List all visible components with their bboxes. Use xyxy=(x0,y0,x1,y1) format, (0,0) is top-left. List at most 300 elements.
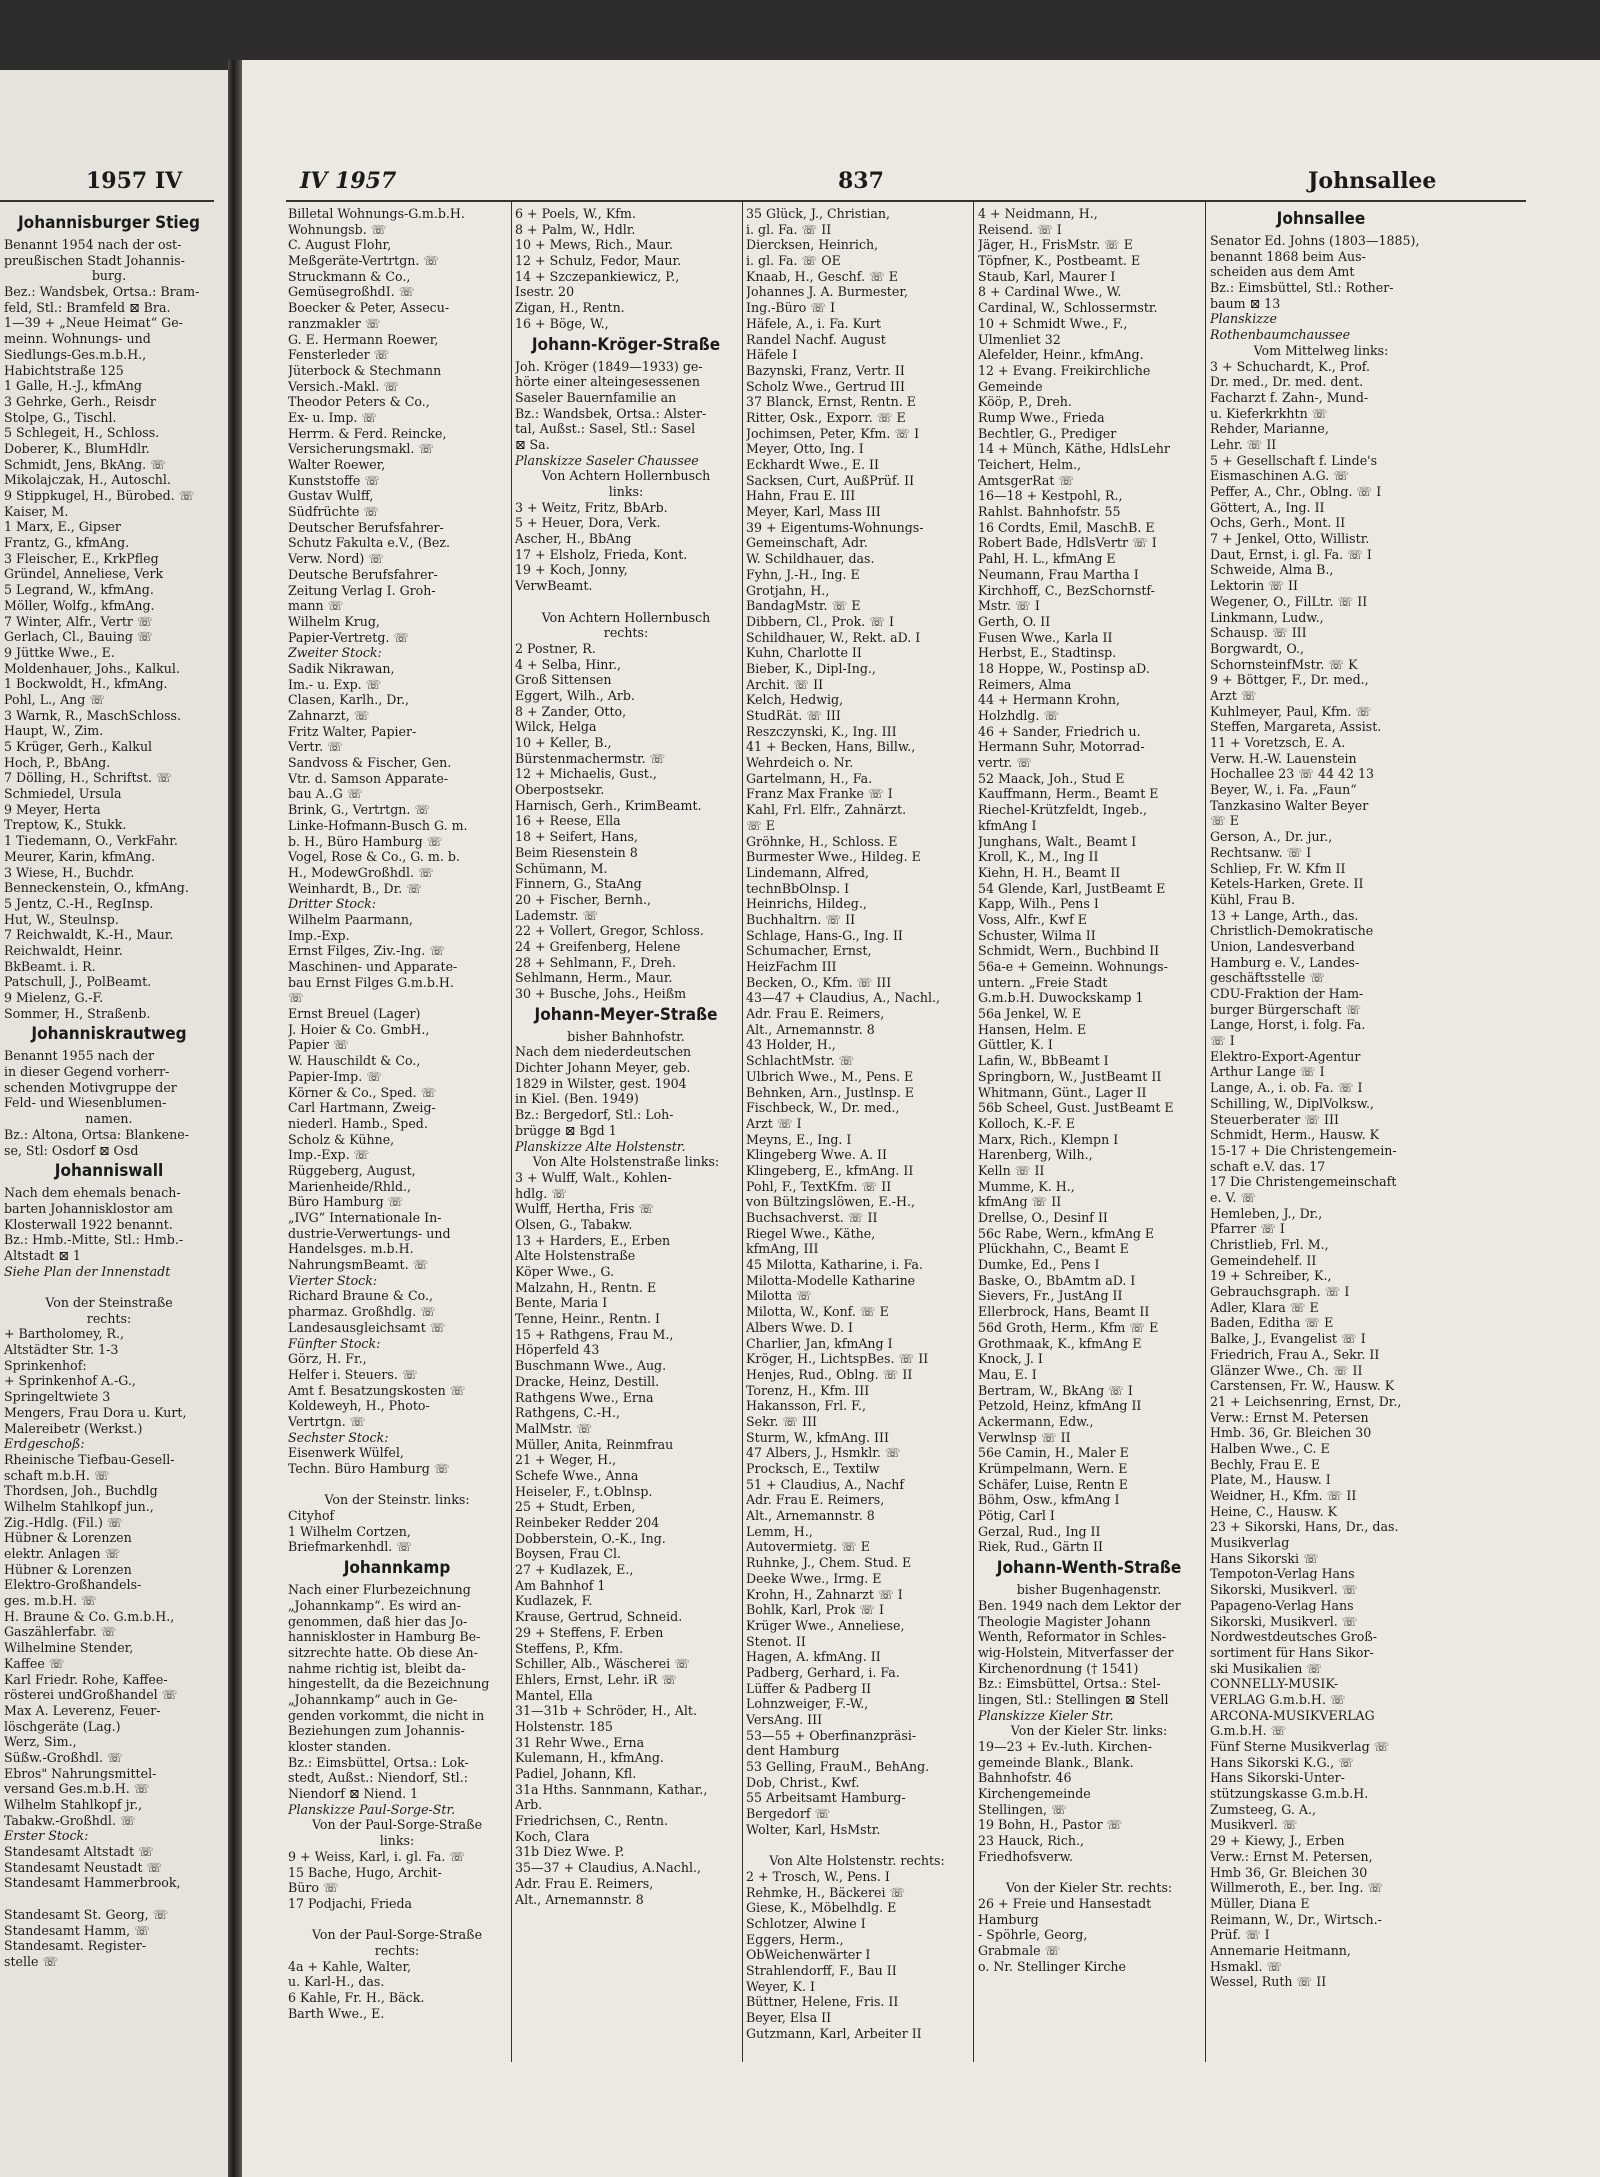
directory-entry: Springborn, W., JustBeamt II xyxy=(978,1068,1162,1084)
directory-entry: Altstadt ⊠ 1 xyxy=(4,1247,81,1263)
directory-entry: 15 + Rathgens, Frau M., xyxy=(515,1326,674,1342)
directory-entry: Von Alte Holstenstr. rechts: xyxy=(769,1853,945,1869)
directory-entry: bisher Bahnhofstr. xyxy=(567,1028,685,1044)
directory-entry: links: xyxy=(379,1833,415,1849)
section-note: Zweiter Stock: xyxy=(288,645,382,661)
directory-entry: Meyns, E., Ing. I xyxy=(746,1131,852,1147)
section-note: Siehe Plan der Innenstadt xyxy=(4,1263,171,1279)
directory-entry: Standesamt Hammerbrook, xyxy=(4,1875,181,1891)
directory-entry: Koch, Clara xyxy=(515,1828,590,1844)
directory-entry: Herbst, E., Stadtinsp. xyxy=(978,645,1117,661)
directory-entry: 1 Tiedemann, O., VerkFahr. xyxy=(4,833,178,849)
directory-entry: Tenne, Heinr., Rentn. I xyxy=(515,1311,660,1327)
directory-entry: Lektorin ☏ II xyxy=(1210,578,1298,594)
directory-entry: Holzhdlg. ☏ xyxy=(978,708,1060,723)
directory-entry: Werz, Sim., xyxy=(4,1734,77,1750)
directory-entry: schaft e.V. das. 17 xyxy=(1210,1158,1326,1174)
directory-entry: 41 + Becken, Hans, Billw., xyxy=(746,739,916,755)
directory-entry: Hahn, Frau E. III xyxy=(746,488,856,504)
directory-entry: HeizFachm III xyxy=(746,959,837,974)
directory-entry: Sehlmann, Herm., Maur. xyxy=(515,970,673,986)
directory-entry: Bez.: Wandsbek, Ortsa.: Bram- xyxy=(4,284,200,300)
directory-entry: Deutscher Berufsfahrer- xyxy=(288,519,444,535)
directory-entry: Amt f. Besatzungskosten ☏ xyxy=(288,1382,466,1398)
directory-entry: CDU-Fraktion der Ham- xyxy=(1210,986,1364,1001)
directory-entry: Imp.-Exp. xyxy=(288,927,350,943)
directory-entry: 43—47 + Claudius, A., Nachl., xyxy=(746,990,940,1006)
directory-entry: Fensterleder ☏ xyxy=(288,347,390,363)
directory-entry: 29 + Steffens, F. Erben xyxy=(515,1624,664,1640)
directory-entry: Kirchenordnung († 1541) xyxy=(978,1660,1139,1676)
directory-entry: Lindemann, Alfred, xyxy=(746,864,870,880)
directory-entry: Altstädter Str. 1-3 xyxy=(4,1342,119,1358)
directory-entry: Stellingen, ☏ xyxy=(978,1801,1067,1817)
directory-entry: 53—55 + Oberfinanzpräsi- xyxy=(746,1727,917,1743)
directory-entry: Bz.: Eimsbüttel, Ortsa.: Lok- xyxy=(288,1754,469,1770)
directory-entry: Senator Ed. Johns (1803—1885), xyxy=(1210,233,1420,248)
directory-entry: Behnken, Arn., Justlnsp. E xyxy=(746,1084,914,1100)
directory-entry: 7 Dölling, H., Schriftst. ☏ xyxy=(4,770,172,786)
directory-entry: 51 + Claudius, A., Nachf xyxy=(746,1476,904,1492)
directory-entry: Holstenstr. 185 xyxy=(515,1718,613,1734)
directory-entry: Tanzkasino Walter Beyer xyxy=(1210,797,1369,813)
directory-entry: Gemeinschaft, Adr. xyxy=(746,535,868,551)
directory-entry: Saseler Bauernfamilie an xyxy=(515,389,677,405)
street-heading: Johanniswall xyxy=(54,1161,164,1182)
directory-entry: Arb. xyxy=(515,1797,543,1813)
directory-entry: 3 + Weitz, Fritz, BbArb. xyxy=(515,499,668,515)
directory-entry: 1 Marx, E., Gipser xyxy=(4,519,121,535)
directory-entry: 28 + Sehlmann, F., Dreh. xyxy=(515,954,676,970)
directory-entry: StudRät. ☏ III xyxy=(746,708,841,723)
directory-entry: Rheinische Tiefbau-Gesell- xyxy=(4,1451,175,1467)
directory-entry: Wulff, Hertha, Fris ☏ xyxy=(515,1201,655,1217)
directory-entry: Arzt ☏ xyxy=(1210,687,1257,703)
directory-entry: 13 + Lange, Arth., das. xyxy=(1210,907,1359,923)
directory-entry: Jochimsen, Peter, Kfm. ☏ I xyxy=(746,425,920,441)
directory-entry: Sadik Nikrawan, xyxy=(288,660,395,676)
directory-entry: 44 + Hermann Krohn, xyxy=(978,692,1120,708)
directory-entry: Malereibetr (Werkst.) xyxy=(4,1420,143,1436)
directory-entry: Dumke, Ed., Pens I xyxy=(978,1257,1100,1273)
directory-entry: Neumann, Frau Martha I xyxy=(978,566,1139,582)
directory-entry: Hagen, A. kfmAng. II xyxy=(746,1649,881,1665)
directory-entry: 54 Glende, Karl, JustBeamt E xyxy=(978,880,1166,896)
directory-entry: Rechtsanw. ☏ I xyxy=(1210,844,1312,860)
section-note: Dritter Stock: xyxy=(288,896,376,912)
directory-entry: Reisend. ☏ I xyxy=(978,221,1062,237)
directory-entry: Hamburg xyxy=(978,1911,1039,1927)
directory-entry: Wilhelm Stahlkopf jr., xyxy=(4,1797,143,1812)
column-rule-4 xyxy=(1205,202,1206,2062)
directory-entry: 8 + Palm, W., Hdlr. xyxy=(515,221,636,237)
directory-entry xyxy=(746,1838,968,1854)
directory-entry: untern. „Freie Stadt xyxy=(978,974,1108,990)
directory-entry: Linke-Hofmann-Busch G. m. xyxy=(288,817,468,833)
directory-entry: Gröhnke, H., Schloss. E xyxy=(746,833,898,849)
directory-entry: Patschull, J., PolBeamt. xyxy=(4,974,152,990)
directory-entry: hingestellt, da die Bezeichnung xyxy=(288,1676,490,1692)
directory-entry: 16 + Reese, Ella xyxy=(515,813,621,829)
directory-column-3 xyxy=(746,206,968,2066)
directory-entry: Heinrichs, Hildeg., xyxy=(746,896,867,912)
directory-entry: schaft m.b.H. ☏ xyxy=(4,1467,110,1483)
directory-entry: Archit. ☏ II xyxy=(746,676,824,692)
directory-entry: Schiller, Alb., Wäscherei ☏ xyxy=(515,1656,690,1672)
directory-entry: Sikorski, Musikverl. ☏ xyxy=(1210,1582,1358,1598)
directory-entry: Mantel, Ella xyxy=(515,1687,593,1703)
directory-entry: Gebrauchsgraph. ☏ I xyxy=(1210,1284,1350,1300)
directory-entry: Rump Wwe., Frieda xyxy=(978,409,1105,425)
directory-entry: Schmidt, Herm., Hausw. K xyxy=(1210,1127,1380,1143)
directory-entry: Bahnhofstr. 46 xyxy=(978,1770,1072,1786)
directory-entry: Springeltwiete 3 xyxy=(4,1389,111,1405)
directory-entry: GemüsegroßhdI. ☏ xyxy=(288,284,415,300)
directory-entry: 3 + Wulff, Walt., Kohlen- xyxy=(515,1169,672,1185)
directory-entry: 15-17 + Die Christengemein- xyxy=(1210,1142,1397,1158)
directory-entry: Krüger Wwe., Anneliese, xyxy=(746,1617,905,1633)
directory-entry: i. gl. Fa. ☏ OE xyxy=(746,253,841,269)
directory-entry: 35—37 + Claudius, A.Nachl., xyxy=(515,1860,701,1876)
directory-entry: Häfele I xyxy=(746,347,798,363)
directory-entry: Mstr. ☏ I xyxy=(978,598,1040,614)
directory-entry: Bz.: Altona, Ortsa: Blankene- xyxy=(4,1126,189,1142)
directory-entry: 19 + Schreiber, K., xyxy=(1210,1268,1332,1284)
directory-entry: Meßgeräte-Vertrtgn. ☏ xyxy=(288,253,440,269)
street-heading: Johannisburger Stieg xyxy=(18,213,200,233)
directory-entry: 14 + Szczepankiewicz, P., xyxy=(515,268,680,284)
directory-entry: Rahlst. Bahnhofstr. 55 xyxy=(978,504,1121,520)
directory-entry: Ehlers, Ernst, Lehr. iR ☏ xyxy=(515,1671,677,1687)
directory-entry: + Sprinkenhof A.-G., xyxy=(4,1373,136,1389)
directory-entry: NahrungsmBeamt. ☏ xyxy=(288,1257,429,1273)
directory-entry: 4 + Neidmann, H., xyxy=(978,206,1098,221)
directory-entry: Beziehungen zum Johannis- xyxy=(288,1723,465,1739)
directory-entry: Reimers, Alma xyxy=(978,676,1072,692)
directory-entry: mann ☏ xyxy=(288,598,344,614)
section-note: Fünfter Stock: xyxy=(288,1335,381,1351)
directory-entry: Körner & Co., Sped. ☏ xyxy=(288,1084,437,1100)
directory-entry: Vom Mittelweg links: xyxy=(1253,342,1389,358)
directory-entry: Bazynski, Franz, Vertr. II xyxy=(746,362,905,378)
directory-entry: Schumacher, Ernst, xyxy=(746,943,872,959)
directory-entry: Wehrdeich o. Nr. xyxy=(746,755,854,771)
directory-entry: 56d Groth, Herm., Kfm ☏ E xyxy=(978,1319,1159,1335)
directory-entry: Whitmann, Günt., Lager II xyxy=(978,1084,1147,1100)
directory-entry: 1 Galle, H.-J., kfmAng xyxy=(4,378,142,394)
directory-entry: 10 + Mews, Rich., Maur. xyxy=(515,237,674,253)
column-rule-3 xyxy=(973,202,974,2062)
directory-entry: Gerlach, Cl., Bauing ☏ xyxy=(4,629,153,645)
directory-entry: Techn. Büro Hamburg ☏ xyxy=(288,1461,450,1476)
directory-entry: Koldeweyh, H., Photo- xyxy=(288,1398,430,1414)
directory-entry: BkBeamt. i. R. xyxy=(4,958,96,974)
directory-entry: Beim Riesenstein 8 xyxy=(515,844,638,860)
directory-entry: Versich.-Makl. ☏ xyxy=(288,378,400,394)
directory-entry: SchlachtMstr. ☏ xyxy=(746,1053,855,1069)
directory-entry: Büttner, Helene, Fris. II xyxy=(746,1994,899,2010)
directory-entry: Wolter, Karl, HsMstr. xyxy=(746,1821,881,1837)
directory-entry: 46 + Sander, Friedrich u. xyxy=(978,723,1141,739)
directory-entry: Kulemann, H., kfmAng. xyxy=(515,1750,664,1766)
directory-entry: Papier ☏ xyxy=(288,1037,349,1053)
directory-entry: Karl Friedr. Rohe, Kaffee- xyxy=(4,1671,168,1687)
directory-entry: 37 Blanck, Ernst, Rentn. E xyxy=(746,394,916,410)
page-number: 837 xyxy=(838,168,884,194)
directory-entry: Imp.-Exp. ☏ xyxy=(288,1147,370,1163)
directory-entry: 5 Krüger, Gerh., Kalkul xyxy=(4,739,153,754)
directory-entry: Lademstr. ☏ xyxy=(515,907,599,923)
directory-entry: 15 Bache, Hugo, Archit- xyxy=(288,1864,442,1880)
directory-entry: Plückhahn, C., Beamt E xyxy=(978,1241,1129,1257)
directory-entry: Wohnungsb. ☏ xyxy=(288,221,387,237)
directory-entry: Willmeroth, E., ber. Ing. ☏ xyxy=(1210,1880,1384,1896)
directory-entry: Milotta-Modelle Katharine xyxy=(746,1272,916,1288)
directory-entry: Weidner, H., Kfm. ☏ II xyxy=(1210,1488,1357,1503)
directory-entry: Bz.: Eimsbüttel, Stl.: Rother- xyxy=(1210,280,1394,296)
directory-entry: Schlage, Hans-G., Ing. II xyxy=(746,927,903,943)
directory-entry: o. Nr. Stellinger Kirche xyxy=(978,1958,1126,1974)
directory-entry: Wilhelm Stahlkopf jun., xyxy=(4,1498,154,1514)
directory-entry: 16 + Böge, W., xyxy=(515,315,609,331)
directory-entry: Von Achtern Hollernbusch xyxy=(541,609,711,625)
directory-entry: 9 Jüttke Wwe., E. xyxy=(4,644,115,660)
street-heading: Johanniskrautweg xyxy=(31,1024,187,1045)
directory-entry: 17 Podjachi, Frieda xyxy=(288,1895,413,1911)
directory-entry: Wegener, O., FilLtr. ☏ II xyxy=(1210,593,1368,609)
directory-entry: Meyer, Karl, Mass III xyxy=(746,504,881,520)
directory-entry: Benannt 1955 nach der xyxy=(4,1048,154,1064)
directory-entry: bau Ernst Filges G.m.b.H. xyxy=(288,974,454,990)
directory-entry: Krümpelmann, Wern. E xyxy=(978,1461,1128,1476)
directory-entry: Billetal Wohnungs-G.m.b.H. xyxy=(288,206,465,221)
directory-entry: Schmidt, Wern., Buchbind II xyxy=(978,943,1160,959)
directory-entry: Reszczynski, K., Ing. III xyxy=(746,723,897,739)
directory-entry: 4 + Selba, Hinr., xyxy=(515,656,622,672)
directory-entry: Finnern, G., StaAng xyxy=(515,876,642,892)
directory-entry: Bertram, W., BkAng ☏ I xyxy=(978,1382,1133,1398)
directory-entry xyxy=(515,594,737,610)
directory-entry: von Bültzingslöwen, E.-H., xyxy=(746,1194,915,1210)
directory-entry: Adler, Klara ☏ E xyxy=(1210,1299,1319,1315)
directory-entry: Bohlk, Karl, Prok ☏ I xyxy=(746,1602,885,1618)
directory-entry: Padberg, Gerhard, i. Fa. xyxy=(746,1664,900,1680)
directory-entry: Hakansson, Frl. F., xyxy=(746,1398,866,1414)
directory-entry: Hut, W., Steulnsp. xyxy=(4,911,119,927)
directory-entry: Am Bahnhof 1 xyxy=(515,1577,606,1593)
street-heading: Johann-Kröger-Straße xyxy=(531,334,721,355)
directory-entry: genommen, daß hier das Jo- xyxy=(288,1613,468,1629)
directory-entry: Bergedorf ☏ xyxy=(746,1806,831,1822)
directory-entry: H. Braune & Co. G.m.b.H., xyxy=(4,1608,175,1624)
directory-entry: Wilhelm Paarmann, xyxy=(288,911,413,927)
directory-entry: 16 Cordts, Emil, MaschB. E xyxy=(978,519,1155,535)
directory-entry: sitzrechte hatte. Ob diese An- xyxy=(288,1644,478,1660)
directory-entry: Hans Sikorski ☏ xyxy=(1210,1550,1319,1566)
directory-entry: 9 + Böttger, F., Dr. med., xyxy=(1210,672,1369,688)
directory-entry: Facharzt f. Zahn-, Mund- xyxy=(1210,389,1369,405)
directory-entry: Dracke, Heinz, Destill. xyxy=(515,1373,660,1389)
directory-entry: Diercksen, Heinrich, xyxy=(746,237,879,253)
directory-entry: Kelln ☏ II xyxy=(978,1162,1045,1178)
section-note: Rothenbaumchaussee xyxy=(1210,327,1351,343)
directory-entry: Zeitung Verlag I. Groh- xyxy=(288,582,436,598)
directory-entry: 30 + Busche, Johs., Heißm xyxy=(515,986,687,1001)
directory-entry: 27 + Kudlazek, E., xyxy=(515,1562,634,1578)
directory-entry: Hübner & Lorenzen xyxy=(4,1561,132,1577)
directory-entry: Scholz Wwe., Gertrud III xyxy=(746,378,905,394)
directory-entry: Ochs, Gerh., Mont. II xyxy=(1210,515,1346,531)
directory-entry: Verw. H.-W. Lauenstein xyxy=(1210,750,1357,766)
directory-column-left-page xyxy=(4,210,214,2060)
directory-entry: Bz.: Hmb.-Mitte, Stl.: Hmb.- xyxy=(4,1232,184,1248)
directory-entry: 22 + Vollert, Gregor, Schloss. xyxy=(515,923,704,939)
directory-entry: Knaab, H., Geschf. ☏ E xyxy=(746,268,898,284)
directory-entry: Sievers, Fr., JustAng II xyxy=(978,1288,1123,1304)
directory-entry: Ing.-Büro ☏ I xyxy=(746,300,836,316)
directory-entry: Elektro-Großhandels- xyxy=(4,1577,142,1593)
directory-entry: Maschinen- und Apparate- xyxy=(288,959,458,974)
directory-entry: Wenth, Reformator in Schles- xyxy=(978,1629,1167,1645)
directory-entry: 3 Gehrke, Gerh., Reisdr xyxy=(4,393,156,409)
directory-entry: Dichter Johann Meyer, geb. xyxy=(515,1060,691,1076)
directory-entry: Kaiser, M. xyxy=(4,503,69,519)
directory-entry: Pohl, F., TextKfm. ☏ II xyxy=(746,1178,892,1194)
directory-entry: Ben. 1949 nach dem Lektor der xyxy=(978,1597,1181,1613)
directory-entry: Boysen, Frau Cl. xyxy=(515,1546,622,1562)
directory-entry: Schäfer, Luise, Rentn E xyxy=(978,1476,1128,1492)
directory-entry: Tabakw.-Großhdl. ☏ xyxy=(4,1812,136,1828)
directory-entry: Nordwestdeutsches Groß- xyxy=(1210,1629,1378,1645)
directory-entry: Stolpe, G., Tischl. xyxy=(4,409,117,425)
directory-entry: Im.- u. Exp. ☏ xyxy=(288,676,382,692)
directory-entry: Balke, J., Evangelist ☏ I xyxy=(1210,1331,1366,1347)
directory-entry: Lemm, H., xyxy=(746,1523,813,1539)
directory-entry: Groß Sittensen xyxy=(515,672,612,688)
directory-entry: Autovermietg. ☏ E xyxy=(746,1539,870,1555)
directory-entry: Papier-Vertretg. ☏ xyxy=(288,629,410,645)
directory-entry: W. Hauschildt & Co., xyxy=(288,1053,421,1069)
directory-entry: 35 Glück, J., Christian, xyxy=(746,206,890,221)
directory-entry: Reimann, W., Dr., Wirtsch.- xyxy=(1210,1911,1382,1927)
directory-entry: Baske, O., BbAmtm aD. I xyxy=(978,1272,1136,1288)
directory-entry: Hsmakl. ☏ xyxy=(1210,1958,1283,1974)
directory-entry: Kauffmann, Herm., Beamt E xyxy=(978,786,1159,802)
directory-entry: Frantz, G., kfmAng. xyxy=(4,535,130,551)
directory-entry: Zig.-Hdlg. (Fil.) ☏ xyxy=(4,1514,123,1530)
directory-entry: Schümann, M. xyxy=(515,860,608,876)
directory-entry: Alt., Arnemannstr. 8 xyxy=(746,1508,875,1524)
directory-entry: Strahlendorff, F., Bau II xyxy=(746,1963,897,1978)
directory-entry: Zahnarzt, ☏ xyxy=(288,708,370,723)
directory-entry: Höperfeld 43 xyxy=(515,1342,600,1358)
directory-entry: Schmiedel, Ursula xyxy=(4,786,122,802)
directory-entry: hörte einer alteingesessenen xyxy=(515,374,700,390)
directory-entry: 1—39 + „Neue Heimat“ Ge- xyxy=(4,315,183,331)
directory-entry: 52 Maack, Joh., Stud E xyxy=(978,770,1125,786)
directory-entry: Schefe Wwe., Anna xyxy=(515,1467,639,1483)
section-note: Planskizze Kieler Str. xyxy=(978,1707,1114,1723)
directory-entry: Joh. Kröger (1849—1933) ge- xyxy=(515,358,703,374)
directory-entry: Robert Bade, HdlsVertr ☏ I xyxy=(978,535,1157,551)
directory-entry: 56c Rabe, Wern., kfmAng E xyxy=(978,1225,1155,1241)
directory-entry: 55 Arbeitsamt Hamburg- xyxy=(746,1790,906,1806)
directory-entry: 5 + Gesellschaft f. Linde's xyxy=(1210,452,1378,468)
directory-entry: Stenot. II xyxy=(746,1633,806,1649)
directory-entry: kloster standen. xyxy=(288,1739,392,1754)
directory-entry: Eggert, Wilh., Arb. xyxy=(515,687,635,703)
directory-entry: 18 Hoppe, W., Postinsp aD. xyxy=(978,660,1150,676)
directory-entry: Klingeberg Wwe. A. II xyxy=(746,1147,887,1163)
directory-entry: technBbOlnsp. I xyxy=(746,880,850,896)
directory-entry: preußischen Stadt Johannis- xyxy=(4,252,185,268)
directory-entry: Ackermann, Edw., xyxy=(978,1413,1094,1429)
directory-entry: J. Hoier & Co. GmbH., xyxy=(288,1021,430,1037)
directory-entry: kfmAng, III xyxy=(746,1241,819,1257)
directory-entry: hdlg. ☏ xyxy=(515,1185,568,1201)
directory-entry: 8 + Cardinal Wwe., W. xyxy=(978,284,1122,300)
directory-entry: stedt, Außst.: Niendorf, Stl.: xyxy=(288,1770,468,1786)
directory-entry: Mikolajczak, H., Autoschl. xyxy=(4,472,171,488)
directory-entry: 26 + Freie und Hansestadt xyxy=(978,1895,1152,1911)
directory-entry: Jüterbock & Stechmann xyxy=(288,362,442,378)
directory-entry: rechts: xyxy=(603,625,649,641)
directory-entry: Ernst Breuel (Lager) xyxy=(288,1006,421,1022)
directory-entry: namen. xyxy=(85,1111,133,1127)
directory-entry: 10 + Schmidt Wwe., F., xyxy=(978,315,1128,331)
directory-entry: ObWeichenwärter I xyxy=(746,1947,871,1963)
directory-entry: Niendorf ⊠ Niend. 1 xyxy=(288,1786,419,1802)
directory-entry: 25 + Studt, Erben, xyxy=(515,1499,636,1515)
directory-entry: ARCONA-MUSIKVERLAG xyxy=(1210,1707,1375,1723)
directory-entry: Deeke Wwe., Irmg. E xyxy=(746,1570,882,1586)
directory-entry: meinn. Wohnungs- und xyxy=(4,331,151,347)
directory-entry: 43 Holder, H., xyxy=(746,1037,836,1053)
directory-entry: Hansen, Helm. E xyxy=(978,1021,1087,1037)
directory-entry: Schmidt, Jens, BkAng. ☏ xyxy=(4,456,166,472)
directory-entry: Gerth, O. II xyxy=(978,613,1051,629)
directory-entry: Mengers, Frau Dora u. Kurt, xyxy=(4,1404,187,1420)
directory-entry: genden vorkommt, die nicht in xyxy=(288,1707,485,1723)
directory-entry: Henjes, Rud., Oblng. ☏ II xyxy=(746,1366,913,1382)
directory-entry: Procksch, E., Textilw xyxy=(746,1461,880,1476)
directory-entry: Kirchengemeinde xyxy=(978,1786,1091,1802)
directory-entry: burger Bürgerschaft ☏ xyxy=(1210,1001,1362,1017)
directory-entry: Görz, H. Fr., xyxy=(288,1351,367,1367)
directory-entry: Brink, G., Vertrtgn. ☏ xyxy=(288,802,431,818)
section-note: Erster Stock: xyxy=(4,1828,89,1844)
directory-entry: Lange, A., i. ob. Fa. ☏ I xyxy=(1210,1080,1363,1096)
directory-entry: Vogel, Rose & Co., G. m. b. xyxy=(288,849,460,865)
directory-entry: Lange, Horst, i. folg. Fa. xyxy=(1210,1017,1366,1033)
directory-entry: Ulbrich Wwe., M., Pens. E xyxy=(746,1068,914,1084)
directory-entry: 2 Postner, R. xyxy=(515,640,596,656)
directory-entry: ☏ E xyxy=(746,817,775,833)
directory-entry: 12 + Michaelis, Gust., xyxy=(515,766,657,782)
directory-entry: kfmAng I xyxy=(978,817,1037,833)
directory-entry: Hochallee 23 ☏ 44 42 13 xyxy=(1210,766,1375,782)
directory-entry: Büro Hamburg ☏ xyxy=(288,1194,404,1210)
directory-entry: Sacksen, Curt, AußPrüf. II xyxy=(746,472,915,488)
directory-entry: Kröger, H., LichtspBes. ☏ II xyxy=(746,1351,929,1367)
directory-entry: ski Musikalien ☏ xyxy=(1210,1660,1323,1676)
directory-entry: Fyhn, J.-H., Ing. E xyxy=(746,566,860,582)
directory-entry: Christlich-Demokratische xyxy=(1210,923,1374,939)
directory-entry: Jäger, H., FrisMstr. ☏ E xyxy=(978,237,1133,253)
directory-entry: Alte Holstenstraße xyxy=(515,1248,636,1264)
street-heading: Johann-Wenth-Straße xyxy=(996,1558,1182,1579)
directory-entry: VERLAG G.m.b.H. ☏ xyxy=(1210,1691,1346,1707)
